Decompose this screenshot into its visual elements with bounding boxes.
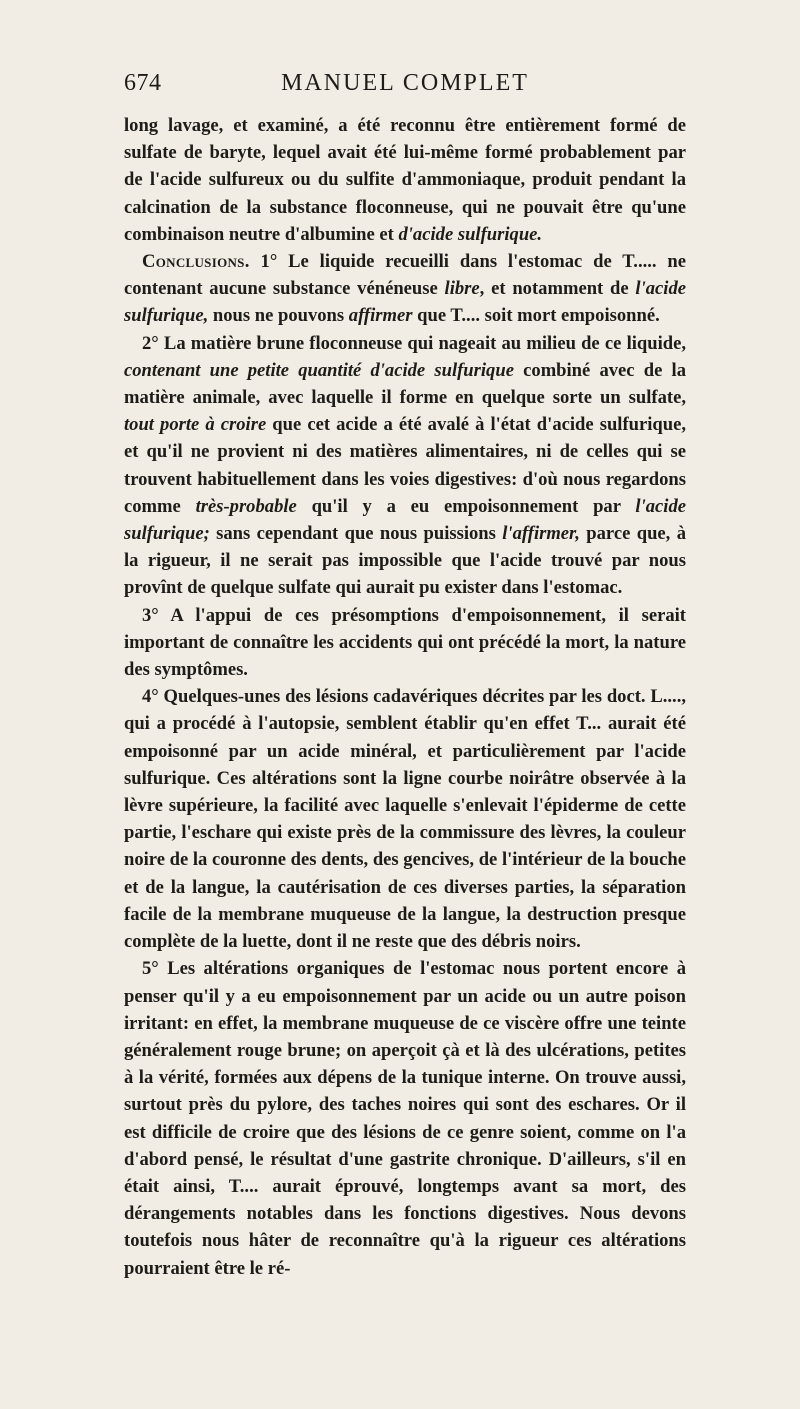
page-header bbox=[124, 70, 686, 104]
text-run: nous ne pouvons bbox=[208, 305, 349, 327]
page-number: 674 bbox=[124, 70, 162, 96]
italic-text: d'acide sulfurique. bbox=[398, 223, 543, 245]
text-run: parce que, à la rigueur, il ne serait pas impossible que l'acide trouvé par nous provînt de quelque sulfate qui aurait pu exister dans l'estomac. bbox=[124, 523, 686, 599]
paragraph bbox=[124, 248, 686, 330]
text-run: 3° A l'appui de ces présomptions d'empoisonnement, il serait important de connaître les accidents qui ont précédé la mort, la nature des symptômes. bbox=[124, 604, 686, 681]
italic-text: contenant une petite quantité d'acide sulfurique bbox=[124, 359, 514, 381]
italic-text: affirmer bbox=[348, 305, 413, 327]
text-run: 1° Le liquide recueilli dans l'estomac de T..... ne contenant aucune substance vénéneuse bbox=[124, 251, 686, 300]
italic-text: l'acide sulfurique; bbox=[124, 495, 687, 545]
paragraph bbox=[124, 602, 686, 684]
text-run: qu'il y a eu empoisonnement par bbox=[296, 495, 636, 517]
text-run: 5° Les altérations organiques de l'estomac nous portent encore à penser qu'il y a eu empoisonnement par un acide ou un autre poison irritant: en effet, la membrane muqueuse de ce viscère offre une teinte généralement rouge brune; on aperçoit çà et là des ulcérations, petites à la vérité, formées aux dépens de la tunique interne. On trouve aussi, surtout près du pylore, des taches noires qui sont des eschares. Or il est difficile de croire que des lésions de ce genre soient, comme on l'a d'abord pensé, le résultat d'une gastrite chronique. D'ailleurs, s'il en était ainsi, T.... aurait éprouvé, longtemps avant sa mort, des dérangements notables dans les fonctions digestives. Nous devons toutefois nous hâter de reconnaître qu'à la rigueur ces altérations pourraient être le ré- bbox=[124, 958, 686, 1279]
paragraph bbox=[124, 330, 686, 602]
text-run: long lavage, et examiné, a été reconnu être entièrement formé de sulfate de baryte, lequel avait été lui-même formé probablement par de l'acide sulfureux ou du sulfite d'ammoniaque, produit pendant la calcination de la substance floconneuse, qui ne pouvait être qu'une combinaison neutre d'albumine et bbox=[124, 115, 686, 245]
body-text bbox=[124, 112, 686, 1282]
text-run: , et notamment de bbox=[479, 278, 636, 300]
italic-text: tout porte à croire bbox=[124, 414, 267, 436]
section-label: Conclusions. bbox=[142, 251, 250, 273]
text-run: que T.... soit mort empoisonné. bbox=[412, 305, 660, 327]
text-run: que cet acide a été avalé à l'état d'acide sulfurique, et qu'il ne provient ni des matières alimentaires, ni de celles qui se trouvent habituellement dans les voies digestives: d'où nous regardons comme bbox=[124, 414, 686, 517]
paragraph bbox=[124, 112, 686, 248]
paragraph bbox=[124, 683, 686, 955]
italic-text: libre bbox=[444, 278, 480, 300]
italic-text: l'acide sulfurique, bbox=[124, 278, 687, 327]
paragraph bbox=[124, 955, 686, 1281]
text-run: 4° Quelques-unes des lésions cadavériques décrites par les doct. L...., qui a procédé à l'autopsie, semblent établir qu'en effet T... aurait été empoisonné par un acide minéral, et particulièrement par l'acide sulfurique. Ces altérations sont la ligne courbe noirâtre observée à la lèvre supérieure, la facilité avec laquelle s'enlevait l'épiderme de cette partie, l'eschare qui existe près de la commissure des lèvres, la couleur noire de la couronne des dents, des gencives, de l'intérieur de la bouche et de la langue, la cautérisation de ces diverses parties, la séparation facile de la membrane muqueuse de la langue, la destruction presque complète de la luette, dont il ne reste que des débris noirs. bbox=[124, 686, 686, 953]
text-run: sans cependant que nous puissions bbox=[209, 523, 503, 545]
text-run: combiné avec de la matière animale, avec laquelle il forme en quelque sorte un sulfate, bbox=[124, 359, 686, 409]
italic-text: très-probable bbox=[195, 495, 297, 517]
italic-text: l'affirmer, bbox=[502, 523, 580, 545]
running-title: MANUEL COMPLET bbox=[281, 70, 529, 96]
text-run: 2° La matière brune floconneuse qui nageait au milieu de ce liquide, bbox=[142, 332, 686, 354]
